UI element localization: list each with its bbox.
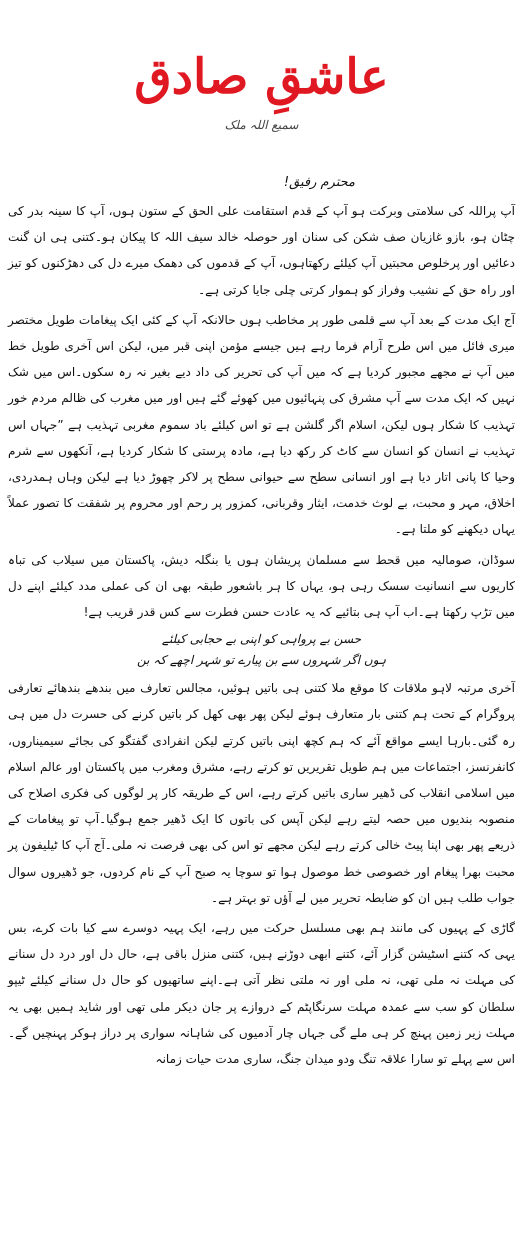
paragraph-4: آخری مرتبہ لاہو ملاقات کا موقع ملا کتنی ہی باتیں ہوئیں، مجالس تعارف میں بندھے بندھائے تعارفی پروگرام کے تحت ہم کتنی بار متعارف ہوئے لیکن پھر بھی کھل کر باتیں کرنے کی حسرت دل میں ہی رہ گئی۔بارہا ایسے مواقع آئے کہ ہم کچھ اپنی باتیں کرتے لیکن انفرادی گفتگو کی بجائے سیمیناروں، کانفرنسز، اجتماعات میں ہم طویل تقریریں تو کرتے رہے، مشرق ومغرب میں پاکستان اور عالم اسلام میں اسلامی انقلاب کی ڈھیر ساری باتیں کرتے رہے، اس کے طریقہ کار پر لوگوں کی فکری اصلاح کی منصوبہ بندیوں میں حصہ لیتے رہے لیکن آپس کی باتوں کا ایک ڈھیر جمع ہوگیا۔آپ تو پیغامات کے ذریعے پھر بھی اپنا پیٹ خالی کرتے رہے لیکن مجھے تو اس کی بھی فرصت نہ ملی۔آج آپ کا ٹیلیفون پر محبت بھرا پیغام اور خصوصی خط موصول ہوا تو سوچا یہ صبح آپ کے نام کردوں، جو ڈھیروں سوال جواب طلب ہیں ان کو ضابطہ تحریر میں لے آؤں تو بہتر ہے۔ — [8, 681, 515, 905]
poetry-line-1: حسن بے پرواہی کو اپنی بے حجابی کیلئے — [161, 632, 362, 647]
poetry-line-2: ہوں اگر شہروں سے بن پیارے تو شہر اچھے کہ بن — [137, 653, 386, 668]
author-byline: سمیع اللہ ملک — [224, 118, 299, 132]
paragraph-5: گاڑی کے پہیوں کی مانند ہم بھی مسلسل حرکت میں رہے، ایک پہیہ دوسرے سے کیا بات کرے، بس یہی کہ کتنے اسٹیشن گزار آئے، کتنے ابھی دوڑنے ہیں، کتنی منزل باقی ہے، حال دل اور درد دل سنانے کی مہلت نہ ملی تھی، نہ ملی اور نہ ملتی نظر آتی ہے۔اپنے ساتھیوں کو حال دل سنانے کیلئے ٹیپو سلطان کو سب سے عمدہ مہلت سرنگاپٹم کے دروازے پر جان دیکر ملی تھی اور شاید ہمیں بھی یہ مہلت زیر زمین پہنچ کر ہی ملے گی جہاں چار آدمیوں کی شاہانہ سواری پر دراز ہوکر پہنچیں گے۔اس سے پہلے تو سارا علاقہ تنگ ودو میدان جنگ، ساری مدت حیات زمانہ — [8, 921, 515, 1067]
poetry-couplet — [8, 629, 515, 671]
article-title: عاشقِ صادق — [134, 49, 389, 105]
salutation: محترم رفیق! — [283, 175, 355, 190]
paragraph-3: سوڈان، صومالیہ میں قحط سے مسلمان پریشان ہوں یا بنگلہ دیش، پاکستان میں سیلاب کی تباہ کاریوں سے انسانیت سسک رہی ہو، یہاں کا ہر باشعور طبقہ بھی ان کی عملی مدد کیلئے اپنے دل میں تڑپ رکھتا ہے۔اب آپ ہی بتائیے کہ یہ عادت حسن فطرت سے کس قدر قریب ہے! — [8, 552, 515, 620]
paragraph-1: آپ پراللہ کی سلامتی وبرکت ہو آپ کے قدم استقامت علی الحق کے ستون ہوں، آپ کا سینہ بدر کی چٹان ہو، بازو غازیان صف شکن کی سنان اور حوصلہ خالد سیف اللہ کا پیکان ہو۔کتنی ہی ان گنت دعائیں اور پرخلوص محبتیں آپ کیلئے رکھتاہوں، آپ کے قدموں کی دھمک میرے دل کی دھڑکنوں کو تیز اور راہ حق کے نشیب وفراز کو ہموار کرتی چلی جایا کرتی ہے۔ — [8, 204, 515, 297]
paragraph-2: آج ایک مدت کے بعد آپ سے قلمی طور پر مخاطب ہوں حالانکہ آپ کے کئی ایک پیغامات طویل مختصر میری فائل میں اس طرح آرام فرما رہے ہیں جیسے مؤمن اپنی قبر میں، لیکن اس آخری طویل خط میں آپ نے مجھے مجبور کردیا ہے کہ میں آپ کی تحریر کی داد دیے بغیر نہ رہ سکوں۔اس میں شک نہیں کہ ایک مدت سے آپ مشرق کی پنہائیوں میں کھوئے گئے ہیں اور میں مغرب کی ظالم مردم خور تہذیب کا شکار ہوں لیکن، اسلام اگر گلشن ہے تو اس کیلئے باد سموم مغربی تہذیب ہے ”جہاں اس تہذیب نے انسان کو انسان سے کاٹ کر رکھ دیا ہے، مادہ پرستی کا شکار کردیا ہے، آنکھوں سے شرم وحیا کا پانی اتار دیا ہے اور انسانی سطح سے حیوانی سطح پر لاکر چھوڑ دیا ہے لیکن وہاں ہمدردی، اخلاق، مہر و محبت، بے لوث خدمت، ایثار وقربانی، کمزور پر رحم اور محروم پر شفقت کا تصور عملاً یہاں دیکھنے کو ملتا ہے۔ — [8, 312, 515, 537]
